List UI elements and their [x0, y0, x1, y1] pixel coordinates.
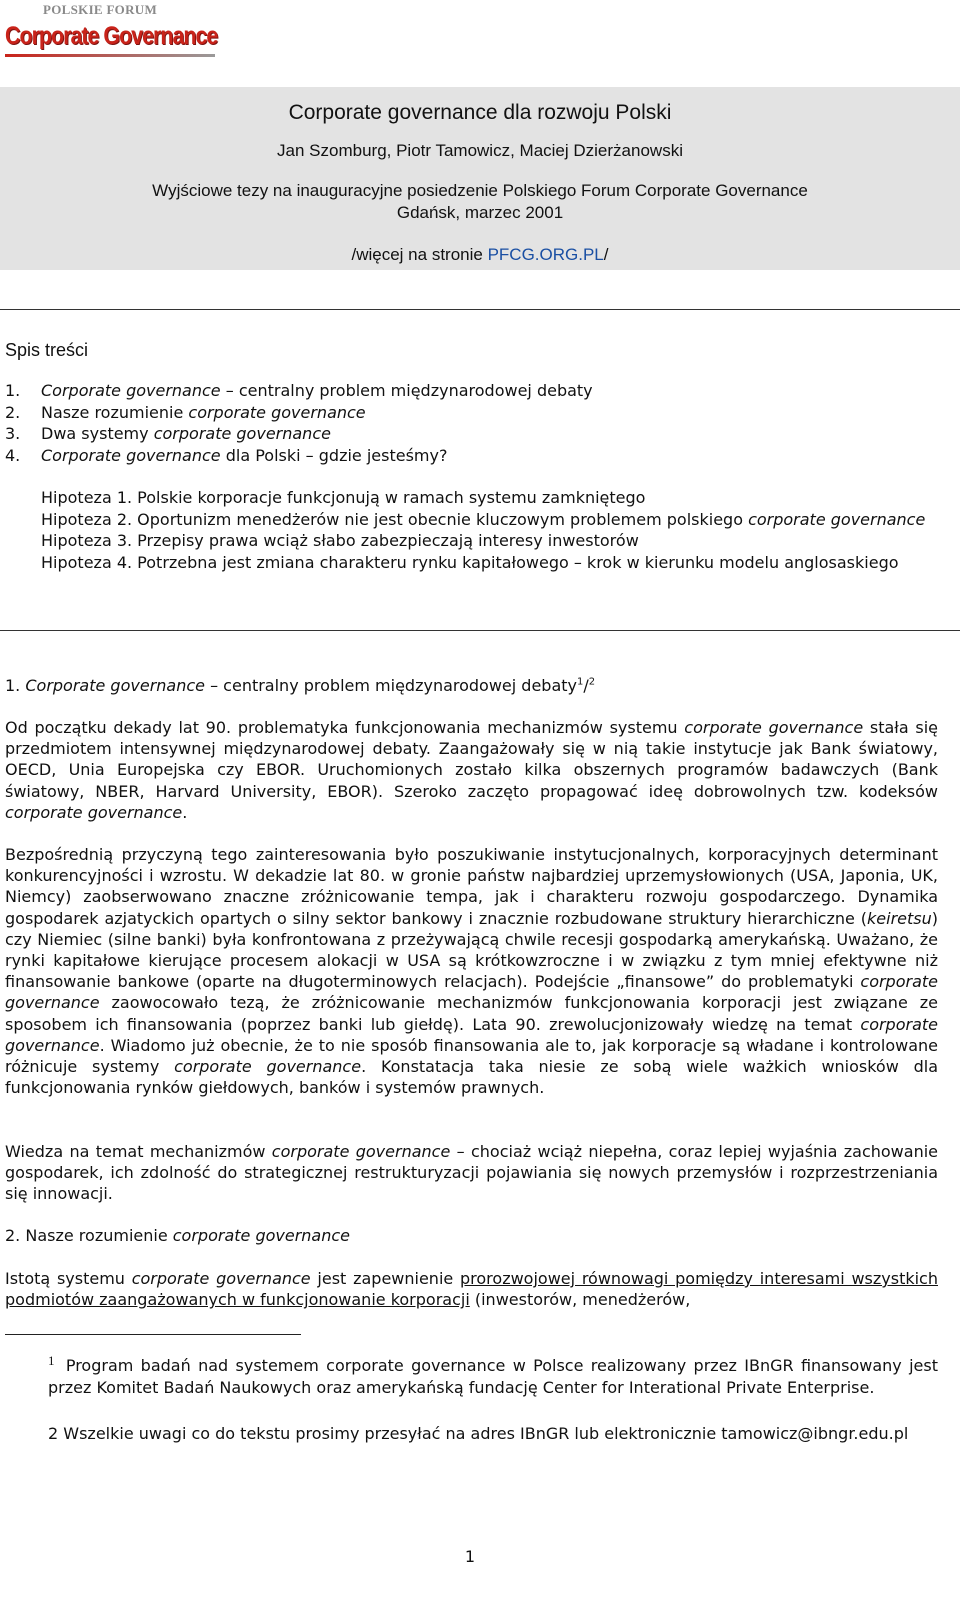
toc-number: 3.: [5, 424, 21, 443]
document-place-date: Gdańsk, marzec 2001: [396, 203, 564, 222]
footnote-divider: [5, 1334, 301, 1335]
page-number: 1: [464, 1547, 476, 1566]
toc-hypothesis-2[interactable]: [5, 509, 945, 531]
logo-main-text: Corporate Governance: [5, 22, 218, 50]
toc-hypothesis-4[interactable]: [5, 552, 945, 574]
section-2-heading: [5, 1226, 350, 1245]
document-authors: Jan Szomburg, Piotr Tamowicz, Maciej Dzierżanowski: [277, 141, 683, 160]
toc-item-4[interactable]: [5, 445, 945, 467]
table-of-contents: [5, 380, 945, 573]
document-title: Corporate governance dla rozwoju Polski: [288, 101, 672, 124]
divider-top: [0, 309, 960, 310]
website-link[interactable]: PFCG.ORG.PL: [487, 245, 604, 264]
section-title-text: Nasze rozumienie: [25, 1226, 173, 1245]
hypothesis-text: Oportunizm menedżerów nie jest obecnie kluczowym problemem polskiego: [132, 509, 749, 529]
toc-italic: corporate governance: [153, 424, 331, 443]
toc-italic: Corporate governance: [41, 445, 221, 465]
more-info-line: [0, 245, 960, 265]
section-2-paragraph-1: Istotą systemu corporate governance jest zapewnienie prorozwojowej równowagi pomiędzy interesami wszystkich podmiotów zaangażowanych w funkcjonowanie korporacji (inwestorów, menedżerów,: [5, 1269, 938, 1310]
toc-item-2[interactable]: [5, 402, 945, 424]
toc-title: Spis treści: [5, 340, 89, 360]
section-1-heading: [5, 676, 595, 695]
section-1-paragraph-3: Wiedza na temat mechanizmów corporate governance – chociaż wciąż niepełna, coraz lepiej wyjaśnia zachowanie gospodarek, ich zdolność do strategicznej restrukturyzacji pojawiania się nowych przemysłów i rozprzestrzeniania się innowacji.: [5, 1142, 939, 1204]
toc-text: dla Polski – gdzie jesteśmy?: [220, 445, 448, 465]
toc-number: 2.: [5, 402, 21, 422]
section-number: 1.: [5, 676, 26, 695]
divider-toc-end: [0, 630, 960, 631]
footnote-mark: 2: [48, 1424, 59, 1443]
document-subtitle: Wyjściowe tezy na inauguracyjne posiedzenie Polskiego Forum Corporate Governance: [152, 181, 808, 200]
footnote-separator: /: [583, 676, 589, 695]
footnote-ref-1[interactable]: 1: [577, 676, 584, 688]
toc-hypothesis-3[interactable]: [5, 530, 945, 552]
section-italic: corporate governance: [172, 1226, 351, 1245]
footnote-text: Program badań nad systemem corporate governance w Polsce realizowany przez IBnGR finansowany jest przez Komitet Badań Naukowych oraz amerykańską fundację Center for Interational Private Enterprise.: [48, 1356, 938, 1397]
more-info-suffix: /: [603, 245, 609, 264]
footnote-ref-2[interactable]: 2: [588, 676, 596, 688]
hypothesis-text: Przepisy prawa wciąż słabo zabezpieczają interesy inwestorów: [132, 531, 639, 550]
section-1-paragraph-1: Od początku dekady lat 90. problematyka funkcjonowania mechanizmów systemu corporate governance stała się przedmiotem intensywnej międzynarodowej debaty. Zaangażowały się w nią takie instytucje jak Bank światowy, OECD, Unia Europejska czy EBOR. Uruchomionych zostało kilka obszernych programów badawczych (Bank światowy, NBER, Harvard University, EBOR). Szeroko zaczęto propagować ideę dobrowolnych tzw. kodeksów corporate governance.: [5, 718, 938, 822]
section-1-paragraph-2: Bezpośrednią przyczyną tego zainteresowania było poszukiwanie instytucjonalnych, korporacyjnych determinant konkurencyjności i wzrostu. W dekadzie lat 80. w gronie państw najbardziej uprzemysłowionych (USA, Japonia, UK, Niemcy) zaobserwowano znaczne zróżnicowanie tempa, jak i charakteru rozwoju gospodarczego. Dynamika gospodarek azjatyckich opartych o silny sektor bankowy i znacznie rozbudowane struktury hierarchiczne (keiretsu) czy Niemiec (silne banki) była konfrontowana z przeżywającą chwile recesji gospodarką amerykańską. Uważano, że rynki kapitałowe kierujące procesem alokacji w USA są krótkowzroczne i w związku z tym mniej efektywne niż finansowanie bankowe (oparte na długoterminowych relacjach). Podejście „finansowe” do problematyki corporate governance zaowocowało tezą, że zróżnicowanie mechanizmów funkcjonowania korporacji jest związane ze sposobem ich finansowania (poprzez banki lub giełdę). Lata 90. zrewolucjonizowały wiedzę na temat corporate governance. Wiadomo już obecnie, że to nie sposób finansowania ale to, jak korporacje są władane i kontrolowane różnicuje systemy corporate governance. Konstatacja taka niesie ze sobą wiele ważkich wniosków dla funkcjonowania rynków giełdowych, banków i systemów prawnych.: [5, 845, 938, 1098]
hypothesis-italic: corporate governance: [748, 509, 926, 529]
toc-number: 4.: [5, 445, 21, 465]
toc-item-1[interactable]: [5, 380, 945, 402]
toc-text: – centralny problem międzynarodowej debaty: [220, 381, 593, 400]
hypothesis-label: Hipoteza 1.: [41, 488, 133, 507]
footnote-1: [48, 1352, 938, 1399]
pfcg-logo: [5, 2, 220, 62]
hypothesis-text: Polskie korporacje funkcjonują w ramach systemu zamkniętego: [132, 488, 646, 507]
toc-text: Dwa systemy: [41, 424, 154, 443]
toc-hypothesis-1[interactable]: [5, 487, 945, 509]
section-number: 2.: [5, 1226, 26, 1245]
hypothesis-label: Hipoteza 2.: [41, 509, 133, 529]
toc-italic: Corporate governance: [41, 381, 221, 400]
footnote-text: Wszelkie uwagi co do tekstu prosimy przesyłać na adres IBnGR lub elektronicznie tamowicz@ibngr.edu.pl: [58, 1424, 909, 1443]
footnote-2: [48, 1423, 938, 1445]
hypothesis-text: Potrzebna jest zmiana charakteru rynku kapitałowego – krok w kierunku modelu anglosaskiego: [132, 552, 899, 572]
more-info-prefix: /więcej na stronie: [351, 245, 488, 264]
toc-text: Nasze rozumienie: [41, 402, 189, 422]
title-box: [0, 87, 960, 270]
logo-underline: [5, 54, 215, 57]
toc-spacer: [5, 466, 945, 487]
section-italic: Corporate governance: [25, 676, 205, 695]
logo-top-text: POLSKIE FORUM: [43, 2, 158, 17]
hypothesis-label: Hipoteza 3.: [41, 531, 133, 550]
toc-italic: corporate governance: [188, 402, 366, 422]
hypothesis-label: Hipoteza 4.: [41, 552, 133, 572]
section-title-text: – centralny problem międzynarodowej debaty: [205, 676, 578, 695]
footnote-mark: 1: [48, 1352, 55, 1368]
toc-item-3[interactable]: [5, 423, 945, 445]
toc-number: 1.: [5, 381, 21, 400]
